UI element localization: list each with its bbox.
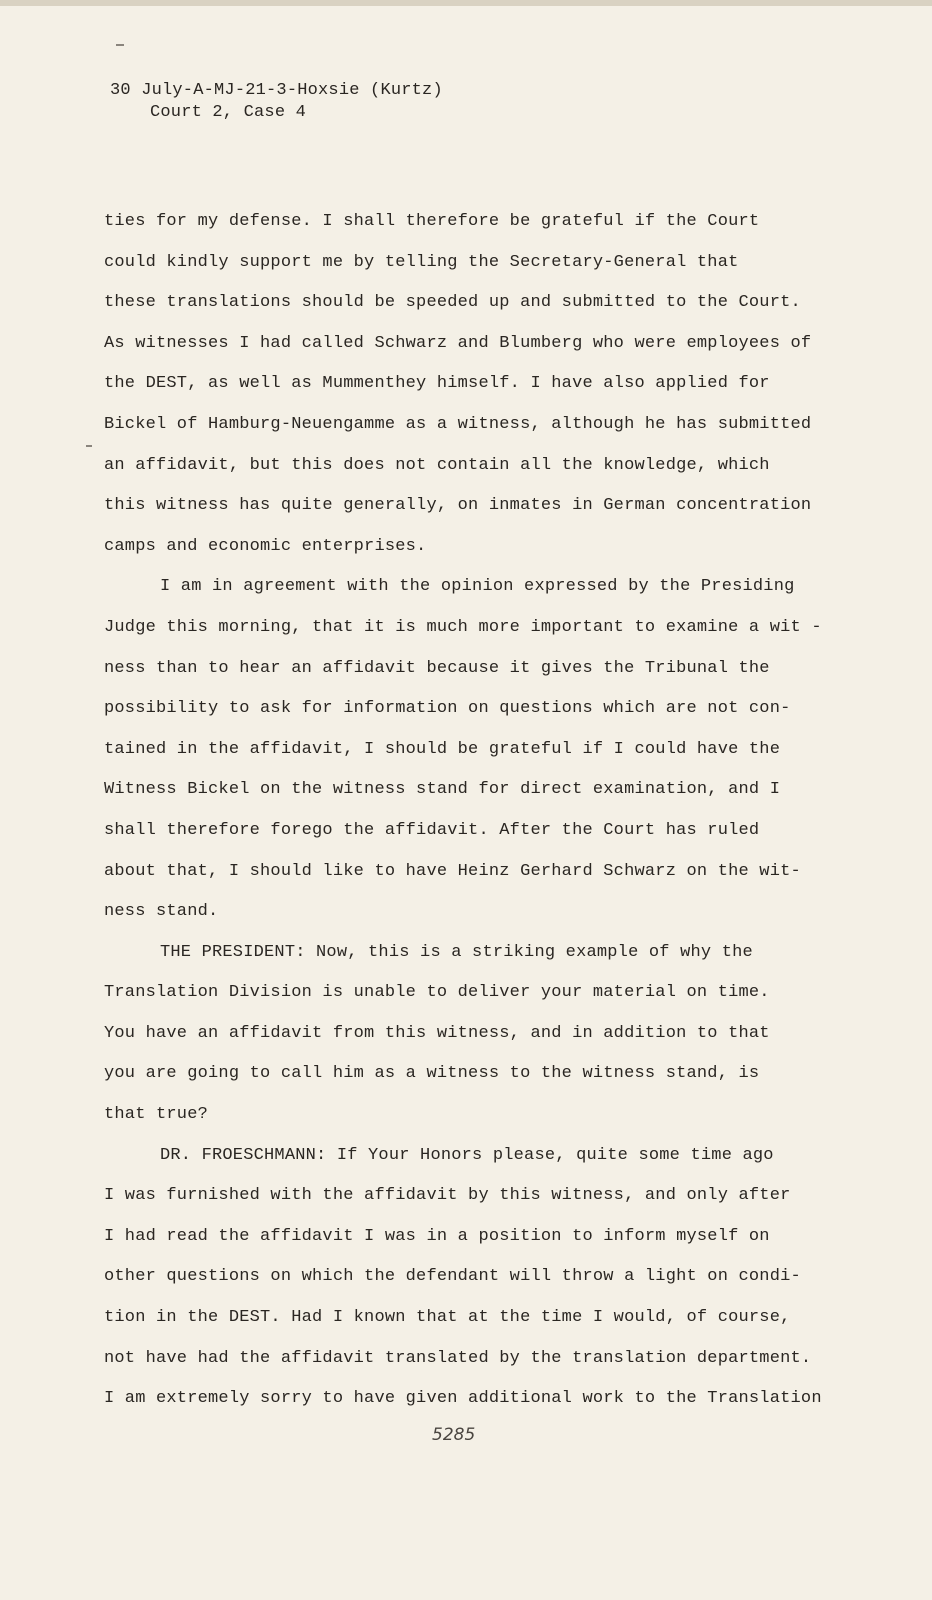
text-line: an affidavit, but this does not contain all the knowledge, which <box>104 455 770 475</box>
text-line: other questions on which the defendant will throw a light on condi- <box>104 1267 801 1287</box>
text-line: tion in the DEST. Had I known that at the time I would, of course, <box>104 1308 791 1328</box>
paper-top-edge <box>0 0 932 6</box>
paragraph-start-line: I am in agreement with the opinion expressed by the Presiding <box>160 577 795 597</box>
text-line: camps and economic enterprises. <box>104 536 427 556</box>
text-line: ties for my defense. I shall therefore be grateful if the Court <box>104 212 760 231</box>
document-header <box>110 80 443 124</box>
text-line: about that, I should like to have Heinz Gerhard Schwarz on the wit- <box>104 861 801 881</box>
transcript-body <box>104 202 822 1420</box>
text-line: shall therefore forego the affidavit. After the Court has ruled <box>104 820 760 840</box>
text-line: As witnesses I had called Schwarz and Blumberg who were employees of <box>104 333 812 353</box>
text-line: Bickel of Hamburg-Neuengamme as a witness, although he has submitted <box>104 414 812 434</box>
text-line: you are going to call him as a witness to the witness stand, is <box>104 1064 760 1084</box>
text-line: possibility to ask for information on questions which are not con- <box>104 699 791 719</box>
text-line: You have an affidavit from this witness, and in addition to that <box>104 1023 770 1043</box>
text-line: Judge this morning, that it is much more important to examine a wit - <box>104 617 822 637</box>
margin-mark <box>116 44 124 46</box>
text-line: these translations should be speeded up and submitted to the Court. <box>104 293 801 313</box>
text-line: the DEST, as well as Mummenthey himself. I have also applied for <box>104 374 770 394</box>
text-line: Translation Division is unable to deliver your material on time. <box>104 983 770 1003</box>
text-line: this witness has quite generally, on inmates in German concentration <box>104 496 812 516</box>
header-court-line: Court 2, Case 4 <box>150 103 307 122</box>
text-line: I am extremely sorry to have given additional work to the Translation <box>104 1389 822 1409</box>
text-line: that true? <box>104 1105 209 1125</box>
text-line: ness stand. <box>104 902 219 922</box>
text-line: I had read the affidavit I was in a position to inform myself on <box>104 1226 770 1246</box>
text-line: tained in the affidavit, I should be grateful if I could have the <box>104 739 781 759</box>
speaker-froeschmann-line: DR. FROESCHMANN: If Your Honors please, quite some time ago <box>160 1145 774 1165</box>
page-number: 5285 <box>432 1425 476 1445</box>
side-tick-mark <box>86 445 92 447</box>
speaker-president-line: THE PRESIDENT: Now, this is a striking example of why the <box>160 942 753 962</box>
text-line: ness than to hear an affidavit because it gives the Tribunal the <box>104 658 770 678</box>
text-line: could kindly support me by telling the Secretary-General that <box>104 252 739 272</box>
text-line: I was furnished with the affidavit by this witness, and only after <box>104 1186 791 1206</box>
header-session-line: 30 July-A-MJ-21-3-Hoxsie (Kurtz) <box>110 81 443 100</box>
text-line: Witness Bickel on the witness stand for direct examination, and I <box>104 780 781 800</box>
text-line: not have had the affidavit translated by the translation department. <box>104 1348 812 1368</box>
